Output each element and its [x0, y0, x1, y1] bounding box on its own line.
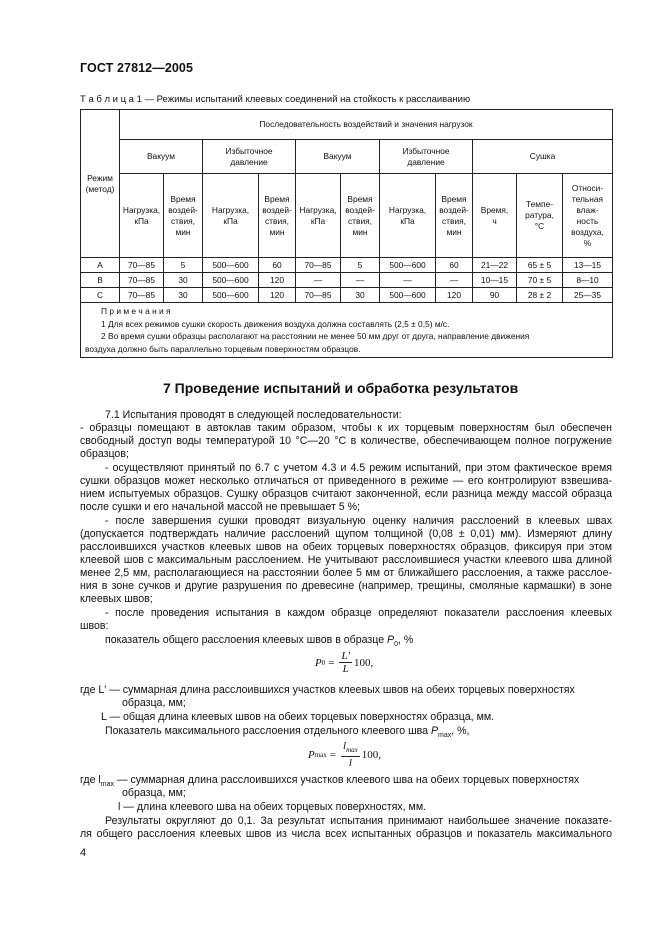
group-drying: Сушка — [473, 140, 613, 174]
results-line: ля общего расслоения клеевых швов из числа всех испытанных образцов и показатель максимального — [80, 828, 612, 840]
bullet-2-line: - осуществляют принятый по 6.7 с учетом 4.3 и 4.5 режим испытаний, при этом фактическое время — [105, 462, 612, 474]
p0-intro: показатель общего расслоения клеевых швов в образце $P_0$, % — [105, 634, 414, 649]
sequence-header: Последовательность воздействий и значения нагрузок — [120, 110, 613, 140]
col-time: Время воздей- ствия, мин — [341, 174, 380, 258]
table-row: В 70—85 30 500—600 120 — — — — 10—15 70 ± 5 8—10 — [81, 273, 613, 288]
col-load: Нагрузка, кПа — [380, 174, 436, 258]
col-time: Время воздей- ствия, мин — [259, 174, 296, 258]
note-1: 1 Для всех режимов сушки скорость движения воздуха должна составлять (2,5 ± 0,5) м/с. — [101, 318, 450, 329]
group-pressure-1: Избыточное давление — [203, 140, 296, 174]
table-row: С 70—85 30 500—600 120 70—85 30 500—600 120 90 28 ± 2 25—35 — [81, 288, 613, 303]
note-2-cont: воздуха должно быть параллельно торцевым поверхностям образцов. — [85, 343, 361, 354]
group-vacuum-2: Вакуум — [296, 140, 380, 174]
col-humidity: Относи- тельная влаж- ность воздуха, % — [563, 174, 613, 258]
where-1c: L — общая длина клеевых швов на обеих торцевых поверхностях образца, мм. — [101, 711, 495, 723]
bullet-1-line: образцов; — [80, 448, 129, 460]
section-title: 7 Проведение испытаний и обработка результатов — [163, 380, 519, 396]
col-load: Нагрузка, кПа — [120, 174, 164, 258]
document-header: ГОСТ 27812—2005 — [80, 61, 194, 75]
col-load: Нагрузка, кПа — [203, 174, 259, 258]
bullet-4-line: швов: — [80, 620, 109, 632]
notes-title: П р и м е ч а н и я — [101, 306, 171, 316]
bullet-3-line: ния в зоне сучков и другие разрушения по древесине (например, трещины, смоляные кармашки) в зоне — [80, 580, 612, 592]
where-1a: где L′ — суммарная длина расслоившихся участков клеевых швов на обеих торцевых поверхностях — [80, 684, 575, 696]
bullet-3-line: расслоившихся участков клеевых швов на обеих торцевых поверхностях образцов, фиксируя при этом — [80, 541, 612, 553]
bullet-4-line: - после проведения испытания в каждом образце определяют показатели расслоения клеевых — [105, 607, 612, 619]
table-notes — [81, 303, 613, 358]
results-line: Результаты округляют до 0,1. За результат испытания принимают наибольшее значение показате- — [105, 815, 612, 827]
test-modes-table — [80, 109, 613, 358]
bullet-3-line: (допускается подтверждать наличие расслоений щупом толщиной (0,08 ± 0,01) мм). Измеряют длину — [80, 528, 612, 540]
bullet-3-line: клеевых швов; — [80, 593, 153, 605]
page-number: 4 — [80, 847, 87, 859]
col-load: Нагрузка, кПа — [296, 174, 341, 258]
table-caption: Т а б л и ц а 1 — Режимы испытаний клеевых соединений на стойкость к расслаиванию — [80, 94, 471, 105]
col-temperature: Темпе- ратура, °С — [517, 174, 563, 258]
formula-p0: P 0 = $\frac{L'}{L}$ 100, — [315, 650, 374, 675]
bullet-2-line: сушки образцов может несколько отличаться от приведенного в режиме — его контролируют взвешива- — [80, 475, 612, 487]
group-vacuum-1: Вакуум — [120, 140, 203, 174]
bullet-1-line: - образцы помещают в автоклав таким образом, чтобы к их торцевым поверхностям был обеспечен — [80, 422, 612, 434]
where-2c: l — длина клеевого шва на обеих торцевых поверхностях, мм. — [118, 801, 427, 813]
bullet-1-line: свободный доступ воды температурой 10 °С—20 °С в количестве, обеспечивающем полное погружение — [80, 435, 612, 447]
pmax-intro: Показатель максимального расслоения отдельного клеевого шва $P_{max}$, %, — [105, 725, 470, 740]
bullet-3-line: клеевой шов с максимальным расслоением. Не учитывают расслоившиеся участки клеевого шва длиной — [80, 554, 612, 566]
mode-header: Режим (метод) — [81, 110, 120, 258]
paragraph-7-1: 7.1 Испытания проводят в следующей последовательности: — [105, 409, 402, 421]
col-drying-time: Время, ч — [473, 174, 517, 258]
bullet-3-line: - после завершения сушки проводят визуальную оценку наличия расслоений в клеевых швах — [105, 515, 612, 527]
col-time: Время воздей- ствия, мин — [436, 174, 473, 258]
note-2: 2 Во время сушки образцы располагают на расстоянии не менее 50 мм друг от друга, направление движения — [101, 331, 530, 341]
group-pressure-2: Избыточное давление — [380, 140, 473, 174]
where-2a: где $l_{max}$ — суммарная длина расслоившихся участков клеевого шва на обеих торцевых поверхностях — [80, 774, 580, 789]
bullet-2-line: после сушки и его начальной массой не превышает 5 %; — [80, 501, 360, 513]
table-row: А 70—85 5 500—600 60 70—85 5 500—600 60 21—22 65 ± 5 13—15 — [81, 258, 613, 273]
where-1b: образца, мм; — [122, 697, 186, 709]
col-time: Время воздей- ствия, мин — [164, 174, 203, 258]
formula-pmax: P max = $\frac{l_{max}}{l}$ 100, — [308, 740, 381, 770]
bullet-2-line: нием испытуемых образцов. Сушку образцов считают законченной, если разница между массой образца — [80, 488, 612, 500]
where-2b: образца, мм; — [122, 787, 186, 799]
bullet-3-line: менее 2,5 мм, располагающиеся на расстоянии более 5 мм от ближайшего расслоения, а также расслое- — [80, 567, 612, 579]
